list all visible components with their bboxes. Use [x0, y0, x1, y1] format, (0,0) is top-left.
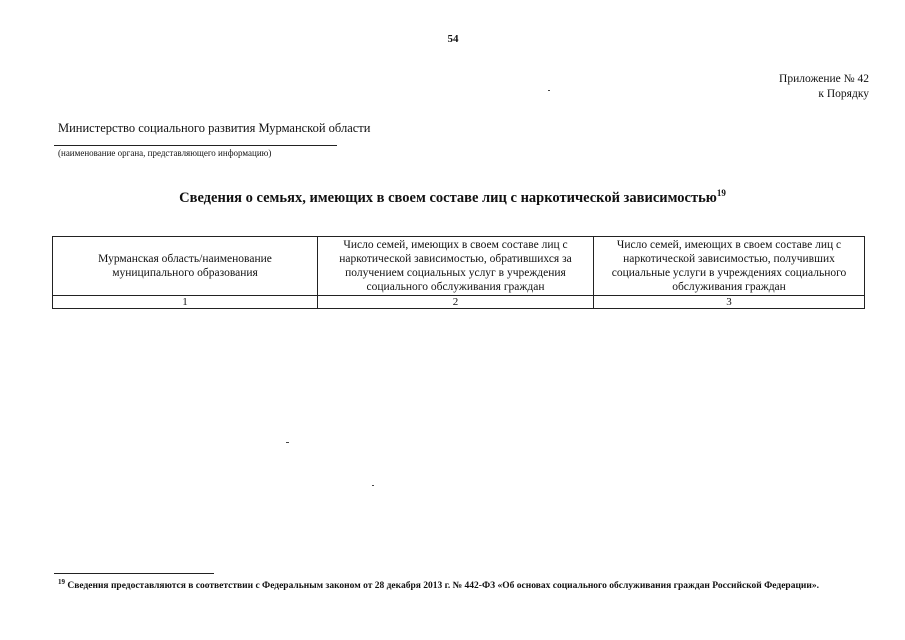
column-number-2: 2 — [318, 296, 594, 309]
column-number-3: 3 — [594, 296, 865, 309]
document-title — [0, 188, 905, 207]
document-title-text: Сведения о семьях, имеющих в своем составе лиц с наркотической зависимостью — [179, 189, 717, 206]
organization-underline — [54, 145, 337, 146]
page-number: 54 — [447, 33, 459, 45]
scan-speck — [372, 485, 374, 486]
footnote — [58, 576, 876, 593]
appendix-order: к Порядку — [818, 88, 869, 100]
appendix-number: Приложение № 42 — [779, 73, 869, 85]
scan-speck — [286, 442, 289, 443]
table-row — [53, 296, 865, 309]
title-footnote-ref: 19 — [716, 188, 726, 198]
header-municipality: Мурманская область/наименование муниципального образования — [53, 237, 318, 296]
header-families-applied: Число семей, имеющих в своем составе лиц с наркотической зависимостью, обратившихся за получением социальных услуг в учреждения социального обслуживания граждан — [318, 237, 594, 296]
appendix-reference — [779, 72, 869, 102]
footnote-separator — [54, 573, 214, 574]
organization-name: Министерство социального развития Мурманской области — [58, 121, 371, 135]
column-number-1: 1 — [53, 296, 318, 309]
families-table — [52, 236, 865, 309]
organization-caption: (наименование органа, представляющего информацию) — [58, 148, 272, 158]
table-header-row — [53, 237, 865, 296]
footnote-mark: 19 — [58, 578, 65, 586]
header-families-received: Число семей, имеющих в своем составе лиц с наркотической зависимостью, получивших социальные услуги в учреждениях социального обслуживания граждан — [594, 237, 865, 296]
footnote-text: Сведения предоставляются в соответствии с Федеральным законом от 28 декабря 2013 г. № 442-ФЗ «Об основах социального обслуживания граждан Российской Федерации». — [65, 581, 819, 592]
scan-speck — [548, 90, 550, 91]
